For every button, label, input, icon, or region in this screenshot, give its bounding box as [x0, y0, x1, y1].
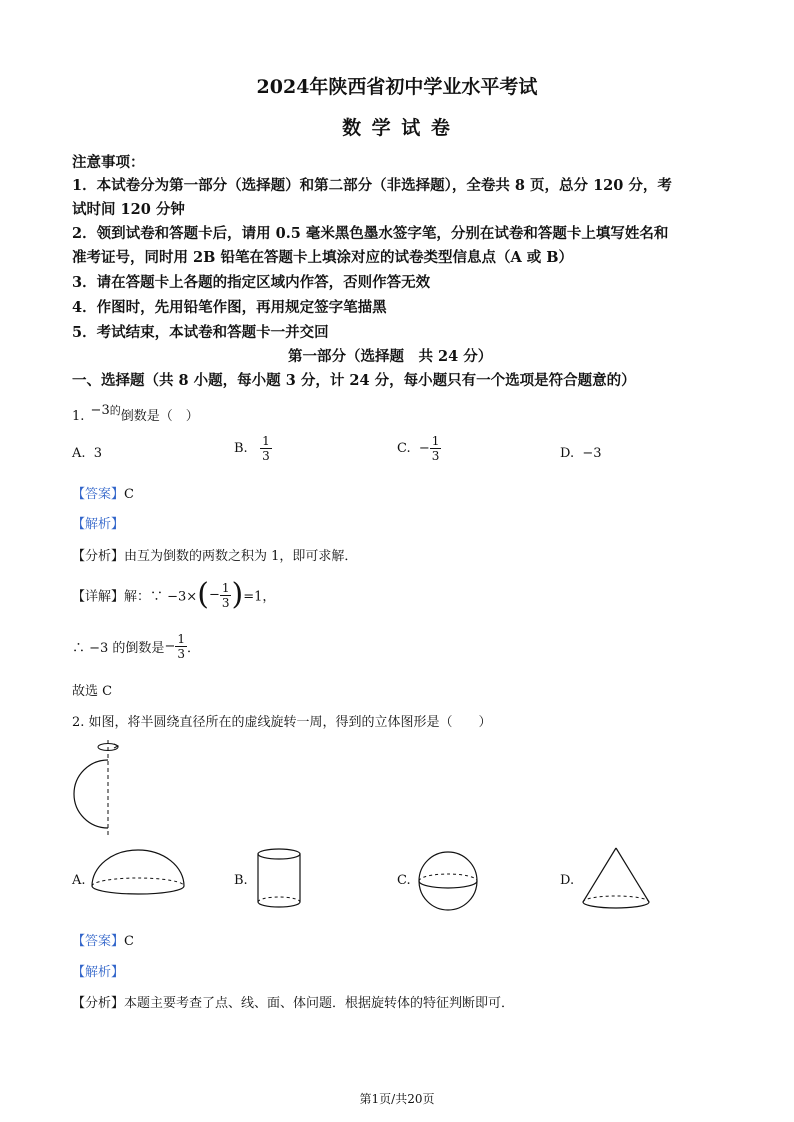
- cylinder-shape: [254, 846, 304, 910]
- option-a-label: A.: [72, 873, 86, 888]
- detail-line: 【详解】解：∵ −3×(− $\frac{1}{3}$ )=1，: [72, 577, 276, 612]
- option-b-label: B.: [234, 873, 248, 888]
- question-number: 1.: [72, 409, 85, 424]
- notice-item-3: 3．请在答题卡上各题的指定区域内作答，否则作答无效: [72, 274, 431, 291]
- option-c-label: C.: [397, 873, 411, 888]
- exam-title: 2024年陕西省初中学业水平考试: [256, 76, 538, 98]
- notice-item-2-line-2: 准考证号，同时用 2B 铅笔在答题卡上填涂对应的试卷类型信息点（A 或 B）: [72, 249, 574, 266]
- question-1-stem: 1. −3的倒数是（ ）: [72, 403, 199, 424]
- option-c: C. − $\frac{1}{3}$: [397, 434, 440, 463]
- page-number: 第1页/共20页: [359, 1092, 435, 1106]
- fenxi-line: 【分析】由互为倒数的两数之积为 1，即可求解．: [72, 549, 358, 564]
- notice-item-1-line-2: 试时间 120 分钟: [72, 201, 185, 218]
- fenxi-line-2: 【分析】本题主要考查了点、线、面、体问题．根据旋转体的特征判断即可．: [72, 996, 515, 1011]
- notice-item-2-line-1: 2．领到试卷和答题卡后，请用 0.5 毫米黑色墨水签字笔，分别在试卷和答题卡上填写姓名和: [72, 225, 669, 242]
- sphere-shape: [417, 850, 479, 912]
- analysis-tag: 【解析】: [72, 517, 125, 532]
- notice-item-1-line-1: 1．本试卷分为第一部分（选择题）和第二部分（非选择题），全卷共 8 页，总分 120 分，考: [72, 177, 672, 194]
- option-a: A. 3: [72, 446, 103, 461]
- fraction: $\frac{1}{3}$: [221, 580, 230, 610]
- conclusion-line: 故选 C: [72, 684, 113, 699]
- fraction: $\frac{1}{3}$: [431, 434, 440, 463]
- section-heading: 一、选择题（共 8 小题，每小题 3 分，计 24 分，每小题只有一个选项是符合题意的）: [72, 372, 636, 389]
- notice-heading: 注意事项：: [72, 154, 145, 171]
- semicircle-rotation-diagram: [70, 740, 130, 840]
- option-b: B. $\frac{1}{3}$: [234, 434, 270, 463]
- answer-line-2: 【答案】C: [72, 934, 134, 949]
- part1-heading: 第一部分（选择题 共 24 分）: [288, 348, 493, 365]
- notice-item-5: 5．考试结束，本试卷和答题卡一并交回: [72, 324, 329, 341]
- answer-tag: 【答案】: [72, 934, 125, 949]
- answer-tag: 【答案】: [72, 487, 125, 502]
- fraction: $\frac{1}{3}$: [262, 434, 270, 463]
- analysis-tag-2: 【解析】: [72, 965, 125, 980]
- exam-subtitle: 数 学 试 卷: [342, 117, 452, 139]
- therefore-line: ∴ −3 的倒数是− $\frac{1}{3}$ ．: [72, 632, 200, 661]
- cone-shape: [580, 846, 652, 912]
- answer-line: 【答案】C: [72, 487, 134, 502]
- hemisphere-shape: [88, 848, 188, 898]
- fraction: $\frac{1}{3}$: [177, 632, 185, 661]
- question-1-expression: −3的: [90, 403, 121, 418]
- notice-item-4: 4．作图时，先用铅笔作图，再用规定签字笔描黑: [72, 299, 387, 316]
- option-d-label: D.: [560, 873, 575, 888]
- option-d: D. −3: [560, 446, 602, 461]
- question-2-stem: 2. 如图，将半圆绕直径所在的虚线旋转一周，得到的立体图形是（ ）: [72, 715, 492, 730]
